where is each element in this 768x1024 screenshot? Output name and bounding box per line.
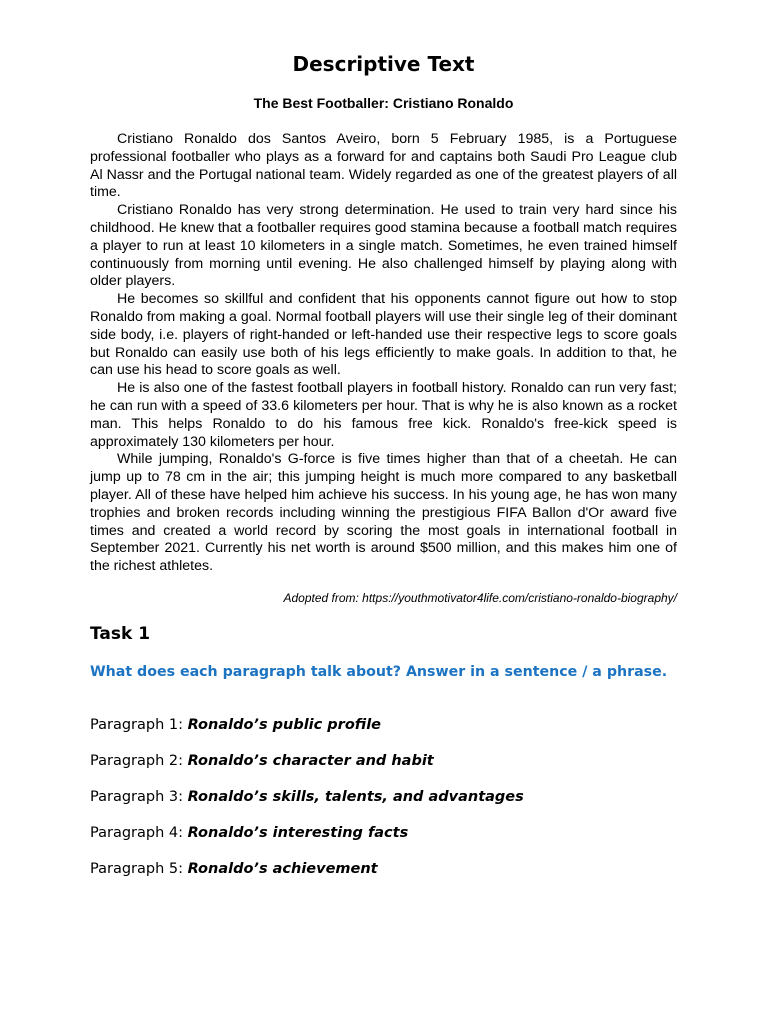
answer-row-3 bbox=[90, 788, 677, 807]
article-paragraph-3: He becomes so skillful and confident that his opponents cannot figure out how to stop Ronaldo from making a goal. Normal football players will use their single leg of their dominant side body, i.e. players of right-handed or left-handed use their respective legs to score goals but Ronaldo can easily use both of his legs efficiently to make goals. In addition to that, he can use his head to score goals as well. bbox=[90, 291, 677, 379]
answer-row-4 bbox=[90, 824, 677, 843]
answer-text: Ronaldo’s skills, talents, and advantages bbox=[187, 789, 524, 805]
task-heading: Task 1 bbox=[90, 624, 151, 644]
article-paragraph-4: He is also one of the fastest football players in football history. Ronaldo can run very fast; he can run with a speed of 33.6 kilometers per hour. That is why he is also known as a rocket man. This helps Ronaldo to do his famous free kick. Ronaldo's free-kick speed is approximately 130 kilometers per hour. bbox=[90, 380, 677, 450]
article-paragraph-2: Cristiano Ronaldo has very strong determination. He used to train very hard since his childhood. He knew that a footballer requires good stamina because a football match requires a player to run at least 10 kilometers in a single match. Sometimes, he even trained himself continuously from morning until evening. He also challenged himself by playing along with older players. bbox=[90, 202, 677, 290]
answer-label: Paragraph 3: bbox=[90, 789, 183, 805]
article-subtitle: The Best Footballer: Cristiano Ronaldo bbox=[253, 95, 514, 111]
answer-text: Ronaldo’s achievement bbox=[187, 861, 378, 877]
answer-text: Ronaldo’s character and habit bbox=[187, 753, 434, 769]
page-title: Descriptive Text bbox=[292, 52, 475, 76]
answer-label: Paragraph 2: bbox=[90, 753, 183, 769]
task-question: What does each paragraph talk about? Answer in a sentence / a phrase. bbox=[90, 664, 668, 680]
answer-label: Paragraph 4: bbox=[90, 825, 183, 841]
article-paragraph-1: Cristiano Ronaldo dos Santos Aveiro, born 5 February 1985, is a Portuguese professional footballer who plays as a forward for and captains both Saudi Pro League club Al Nassr and the Portugal national team. Widely regarded as one of the greatest players of all time. bbox=[90, 131, 677, 201]
answer-row-2 bbox=[90, 752, 677, 771]
source-citation: Adopted from: https://youthmotivator4life.com/cristiano-ronaldo-biography/ bbox=[283, 591, 677, 605]
answer-row-5 bbox=[90, 860, 677, 879]
answer-label: Paragraph 1: bbox=[90, 717, 183, 733]
answer-text: Ronaldo’s public profile bbox=[187, 717, 381, 733]
article-body bbox=[90, 131, 677, 576]
answer-text: Ronaldo’s interesting facts bbox=[187, 825, 409, 841]
article-paragraph-5: While jumping, Ronaldo's G-force is five times higher than that of a cheetah. He can jump up to 78 cm in the air; this jumping height is much more compared to any basketball player. All of these have helped him achieve his success. In his young age, he has won many trophies and broken records including winning the prestigious FIFA Ballon d'Or award five times and created a world record by scoring the most goals in international football in September 2021. Currently his net worth is around $500 million, and this makes him one of the richest athletes. bbox=[90, 451, 677, 575]
answer-row-1 bbox=[90, 716, 677, 735]
answer-label: Paragraph 5: bbox=[90, 861, 183, 877]
